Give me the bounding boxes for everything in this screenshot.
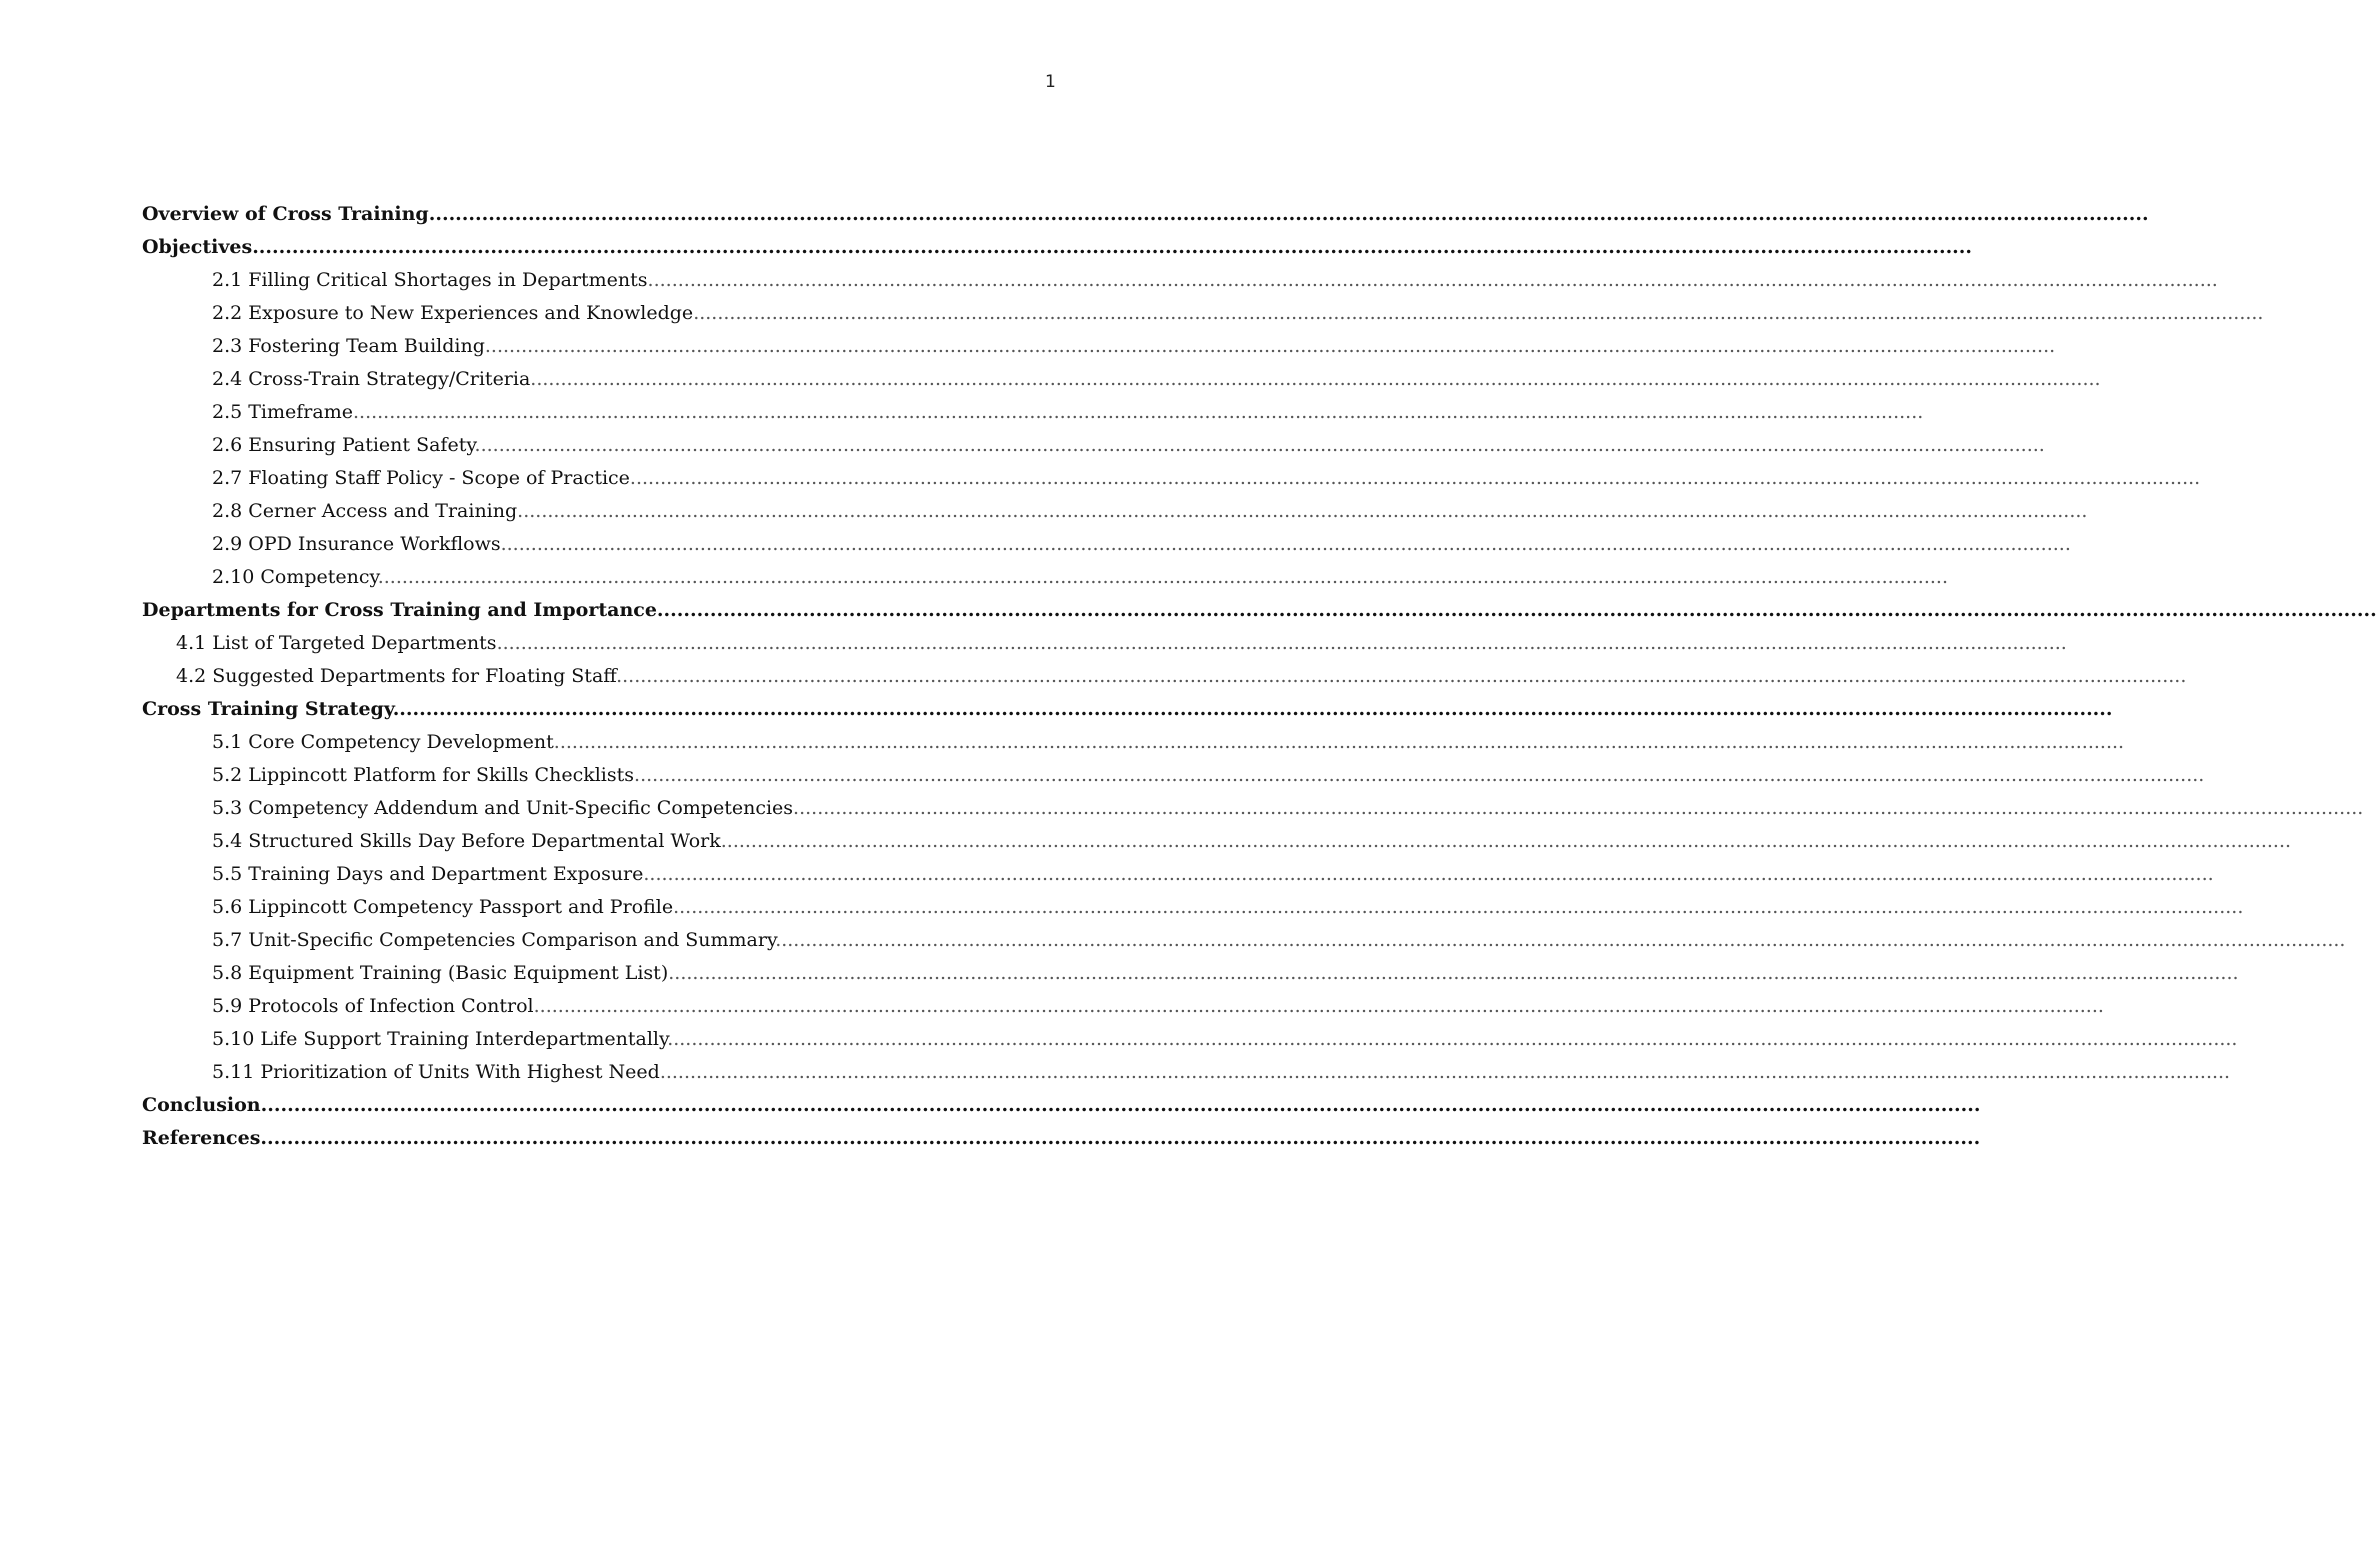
toc-entry[interactable] (142, 990, 2104, 1023)
toc-dot-leader: .................................................................................................................................................................................................................................................................... (377, 566, 1949, 588)
toc-entry-label: 2.4 Cross-Train Strategy/Criteria (212, 368, 531, 390)
toc-entry[interactable] (142, 462, 2201, 495)
toc-entry-label: 2.10 Competency (212, 566, 378, 588)
toc-entry-label: Cross Training Strategy (142, 698, 393, 720)
toc-dot-leader: .................................................................................................................................................................................................................................................................... (720, 830, 2292, 852)
toc-entry[interactable] (142, 924, 2346, 957)
toc-entry[interactable] (142, 1023, 2238, 1056)
toc-entry[interactable] (142, 1122, 1981, 1155)
toc-dot-leader: .................................................................................................................................................................................................................................................................... (656, 599, 2377, 621)
toc-entry-label: 2.7 Floating Staff Policy - Scope of Practice (212, 467, 630, 489)
toc-dot-leader: .................................................................................................................................................................................................................................................................... (629, 467, 2201, 489)
toc-entry[interactable] (142, 891, 2244, 924)
toc-dot-leader: .................................................................................................................................................................................................................................................................... (517, 500, 2088, 522)
toc-dot-leader: .................................................................................................................................................................................................................................................................... (533, 995, 2104, 1017)
toc-dot-leader: .................................................................................................................................................................................................................................................................... (673, 896, 2244, 918)
toc-dot-leader: .................................................................................................................................................................................................................................................................... (668, 962, 2239, 984)
toc-entry[interactable] (142, 429, 2045, 462)
toc-entry-label: 5.3 Competency Addendum and Unit-Specific Competencies (212, 797, 794, 819)
toc-entry[interactable] (142, 1089, 1981, 1122)
toc-entry[interactable] (142, 231, 1973, 264)
toc-dot-leader: .................................................................................................................................................................................................................................................................... (775, 929, 2346, 951)
toc-entry-label: 2.9 OPD Insurance Workflows (212, 533, 501, 555)
toc-entry[interactable] (142, 693, 2113, 726)
toc-dot-leader: .................................................................................................................................................................................................................................................................... (530, 368, 2101, 390)
toc-entry[interactable] (142, 825, 2292, 858)
toc-entry[interactable] (142, 528, 2071, 561)
toc-dot-leader: .................................................................................................................................................................................................................................................................... (793, 797, 2364, 819)
toc-entry-label: Overview of Cross Training (142, 203, 429, 225)
page-number: 1 (1045, 72, 1056, 92)
toc-entry-label: 5.1 Core Competency Development (212, 731, 554, 753)
toc-entry-label: 4.1 List of Targeted Departments (176, 632, 497, 654)
toc-entry-label: 2.8 Cerner Access and Training (212, 500, 518, 522)
table-of-contents (142, 198, 2377, 1155)
toc-entry[interactable] (142, 957, 2239, 990)
toc-dot-leader: .................................................................................................................................................................................................................................................................... (252, 236, 1973, 258)
toc-entry-label: 5.11 Prioritization of Units With Highest Need (212, 1061, 660, 1083)
toc-dot-leader: .................................................................................................................................................................................................................................................................... (474, 434, 2045, 456)
toc-entry[interactable] (142, 759, 2205, 792)
toc-entry-label: Conclusion (142, 1094, 261, 1116)
toc-entry-label: 2.5 Timeframe (212, 401, 353, 423)
toc-entry-label: 5.10 Life Support Training Interdepartmentally (212, 1028, 668, 1050)
toc-dot-leader: .................................................................................................................................................................................................................................................................... (484, 335, 2056, 357)
toc-entry[interactable] (142, 594, 2377, 627)
toc-dot-leader: .................................................................................................................................................................................................................................................................... (643, 863, 2214, 885)
toc-entry-label: 5.9 Protocols of Infection Control (212, 995, 534, 1017)
toc-entry[interactable] (142, 363, 2101, 396)
toc-entry[interactable] (142, 627, 2067, 660)
toc-dot-leader: .................................................................................................................................................................................................................................................................... (616, 665, 2187, 687)
toc-entry-label: 4.2 Suggested Departments for Floating Staff (176, 665, 617, 687)
toc-entry[interactable] (142, 561, 1949, 594)
toc-dot-leader: .................................................................................................................................................................................................................................................................... (352, 401, 1924, 423)
toc-entry-label: 5.7 Unit-Specific Competencies Comparison and Summary (212, 929, 776, 951)
toc-entry-label: Departments for Cross Training and Importance (142, 599, 657, 621)
toc-dot-leader: .................................................................................................................................................................................................................................................................... (260, 1127, 1981, 1149)
toc-entry-label: 5.6 Lippincott Competency Passport and Profile (212, 896, 674, 918)
toc-entry[interactable] (142, 198, 2149, 231)
toc-entry-label: 5.5 Training Days and Department Exposure (212, 863, 644, 885)
toc-dot-leader: .................................................................................................................................................................................................................................................................... (260, 1094, 1981, 1116)
toc-dot-leader: .................................................................................................................................................................................................................................................................... (634, 764, 2205, 786)
toc-entry[interactable] (142, 396, 1924, 429)
toc-entry-label: 5.2 Lippincott Platform for Skills Checklists (212, 764, 635, 786)
toc-dot-leader: .................................................................................................................................................................................................................................................................... (693, 302, 2264, 324)
toc-entry[interactable] (142, 858, 2214, 891)
toc-entry-label: Objectives (142, 236, 253, 258)
toc-entry[interactable] (142, 297, 2264, 330)
toc-entry-label: 2.6 Ensuring Patient Safety (212, 434, 475, 456)
toc-entry[interactable] (142, 264, 2218, 297)
toc-entry[interactable] (142, 660, 2187, 693)
toc-dot-leader: .................................................................................................................................................................................................................................................................... (496, 632, 2067, 654)
toc-entry-label: 2.1 Filling Critical Shortages in Departments (212, 269, 648, 291)
toc-entry-label: 2.3 Fostering Team Building (212, 335, 485, 357)
toc-dot-leader: .................................................................................................................................................................................................................................................................... (553, 731, 2125, 753)
toc-dot-leader: .................................................................................................................................................................................................................................................................... (392, 698, 2113, 720)
toc-entry[interactable] (142, 330, 2056, 363)
toc-dot-leader: .................................................................................................................................................................................................................................................................... (500, 533, 2071, 555)
toc-dot-leader: .................................................................................................................................................................................................................................................................... (659, 1061, 2231, 1083)
toc-entry-label: References (142, 1127, 261, 1149)
toc-dot-leader: .................................................................................................................................................................................................................................................................... (667, 1028, 2238, 1050)
toc-dot-leader: .................................................................................................................................................................................................................................................................... (428, 203, 2149, 225)
toc-entry-label: 5.4 Structured Skills Day Before Departmental Work (212, 830, 721, 852)
toc-entry[interactable] (142, 1056, 2231, 1089)
toc-entry[interactable] (142, 495, 2088, 528)
toc-dot-leader: .................................................................................................................................................................................................................................................................... (647, 269, 2218, 291)
toc-entry-label: 2.2 Exposure to New Experiences and Knowledge (212, 302, 694, 324)
toc-entry[interactable] (142, 726, 2125, 759)
toc-entry[interactable] (142, 792, 2364, 825)
toc-entry-label: 5.8 Equipment Training (Basic Equipment List) (212, 962, 669, 984)
